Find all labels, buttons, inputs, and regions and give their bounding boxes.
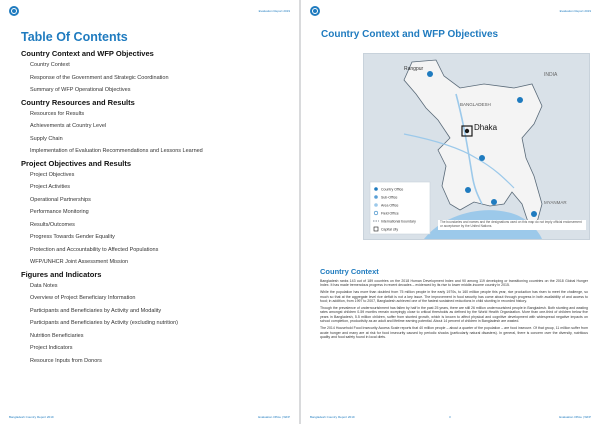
- footer-right: Evaluation Office | WFP: [559, 415, 591, 419]
- legend-item: Country Office: [381, 187, 404, 192]
- page-header: [0, 0, 299, 22]
- toc-page: [0, 0, 299, 424]
- page-footer: [0, 410, 299, 424]
- toc-item[interactable]: Participants and Beneficiaries by Activity (excluding nutrition): [30, 320, 178, 326]
- wfp-logo-icon: [9, 6, 19, 16]
- map-label-rangpur: Rangpur: [404, 66, 424, 72]
- map-disclaimer: The boundaries and names and the designations used on this map do not imply official endorsement or acceptance by the United Nations.: [438, 220, 586, 230]
- toc-list: [21, 48, 291, 367]
- map-marker-rangpur: [427, 71, 433, 77]
- toc-item[interactable]: Data Notes: [30, 282, 58, 289]
- body-paragraph: While the population has more than doubled from 75 million people in the early 1970s, to 160 million people this year, rice production has risen to meet the challenge, so much so that at the aggregate level rice deficit is not a key issue. The improvement in food security has come about through progress in both availability of and access to food; in addition, from 1997 to 2007, Bangladesh achieved one of the fastest sustained reductions in child stunting in recorded history.: [320, 290, 588, 304]
- body-paragraph: The 2014 Household Food Insecurity Access Scale reports that 40 million people – about a quarter of the population – are food insecure. Of that group, 11 million suffer from acute hunger and many are at risk for food insecurity caused by periodic shocks (particularly natural disasters). In general, there is concern over the diversity, nutritious quality and food safety found in local diets.: [320, 326, 588, 339]
- map-label-myanmar: MYANMAR: [544, 200, 567, 205]
- page-title: Country Context and WFP Objectives: [321, 29, 499, 40]
- toc-item[interactable]: Protection and Accountability to Affected Populations: [30, 246, 159, 253]
- country-context-heading: Country Context: [320, 267, 379, 276]
- map-marker-sylhet: [517, 97, 523, 103]
- toc-item[interactable]: Operational Partnerships: [30, 196, 91, 203]
- wfp-logo-icon: [310, 6, 320, 16]
- body-paragraph: Bangladesh ranks 143 out of 189 countries on the 2018 Human Development Index and 90 among 119 developing or transitioning countries on the 2018 Global Hunger Index. It has made tremendous progress in recent decades – evidenced by its rise to lower middle-income country in 2015.: [320, 279, 588, 288]
- toc-item[interactable]: Project Indicators: [30, 345, 73, 351]
- toc-section-heading[interactable]: Country Context and WFP Objectives: [21, 49, 154, 58]
- page-footer: [301, 410, 600, 424]
- toc-item[interactable]: Project Objectives: [30, 171, 75, 178]
- map-legend: [370, 182, 430, 234]
- page-header: [301, 0, 600, 22]
- header-report-title: Evaluation Report 2019: [258, 9, 290, 13]
- legend-item: Sub-Office: [381, 195, 398, 200]
- map-disclaimer-box: [438, 220, 586, 238]
- map-label-bangladesh: BANGLADESH: [460, 102, 491, 107]
- toc-item[interactable]: Resources for Results: [30, 110, 85, 117]
- footer-right: Evaluation Office | WFP: [258, 415, 290, 419]
- country-context-page: [301, 0, 600, 424]
- country-context-body: [320, 279, 588, 342]
- toc-item[interactable]: Project Activities: [30, 184, 71, 190]
- legend-item: International boundary: [381, 219, 416, 224]
- footer-left: Bangladesh Country Report 2019: [9, 415, 54, 419]
- toc-item[interactable]: Performance Monitoring: [30, 209, 89, 215]
- toc-item[interactable]: Summary of WFP Operational Objectives: [30, 87, 131, 93]
- toc-item[interactable]: Country Context: [30, 62, 70, 68]
- toc-item[interactable]: WFP/UNHCR Joint Assessment Mission: [30, 259, 129, 265]
- toc-item[interactable]: Response of the Government and Strategic Coordination: [30, 74, 169, 81]
- toc-section-heading[interactable]: Project Objectives and Results: [21, 158, 132, 168]
- toc-item[interactable]: Resource Inputs from Donors: [30, 357, 102, 364]
- toc-item[interactable]: Results/Outcomes: [30, 221, 75, 228]
- toc-item[interactable]: Implementation of Evaluation Recommendations and Lessons Learned: [30, 148, 203, 154]
- header-report-title: Evaluation Report 2019: [559, 9, 591, 13]
- map-marker-khulna: [479, 155, 485, 161]
- legend-item: Area Office: [381, 203, 399, 208]
- toc-item[interactable]: Overview of Project Beneficiary Information: [30, 295, 136, 301]
- toc-item[interactable]: Supply Chain: [30, 135, 63, 142]
- toc-item[interactable]: Progress Towards Gender Equality: [30, 234, 115, 240]
- map-marker-barisal: [465, 187, 471, 193]
- map-label-india: INDIA: [544, 72, 558, 78]
- map-marker-coxs-bazar: [531, 211, 537, 217]
- toc-section-heading[interactable]: Country Resources and Results: [21, 97, 135, 107]
- toc-title: Table Of Contents: [21, 30, 128, 44]
- toc-item[interactable]: Nutrition Beneficiaries: [30, 332, 84, 339]
- footer-page-number: 3: [449, 415, 451, 419]
- legend-item: Capital city: [381, 227, 399, 232]
- map-capital-dot: [465, 129, 469, 133]
- bangladesh-map: [363, 53, 590, 240]
- toc-item[interactable]: Achievements at Country Level: [30, 123, 107, 129]
- body-paragraph: Though the prevalence of undernourishment has fallen by half in the past 25 years, there are still 26 million undernourished people in Bangladesh. Both stunting and wasting rates amongst children 0-59 months remain worryingly close to critical thresholds as defined by the World Health Organization. More than one-third of children below five years in Bangladesh, 5.5 million children, suffer from stunted growth, which is known to affect physical and cognitive development with widespread negative impacts on school completion, productivity as an adult and lifetime earning potential. About 14 percent of children in Bangladesh are wasted.: [320, 306, 588, 324]
- toc-section-heading[interactable]: Figures and Indicators: [21, 269, 102, 279]
- toc-item[interactable]: Participants and Beneficiaries by Activity and Modality: [30, 307, 162, 314]
- map-label-dhaka: Dhaka: [474, 123, 498, 132]
- map-marker-chittagong: [491, 199, 497, 205]
- footer-left: Bangladesh Country Report 2019: [310, 415, 355, 419]
- legend-item: Field Office: [381, 211, 399, 216]
